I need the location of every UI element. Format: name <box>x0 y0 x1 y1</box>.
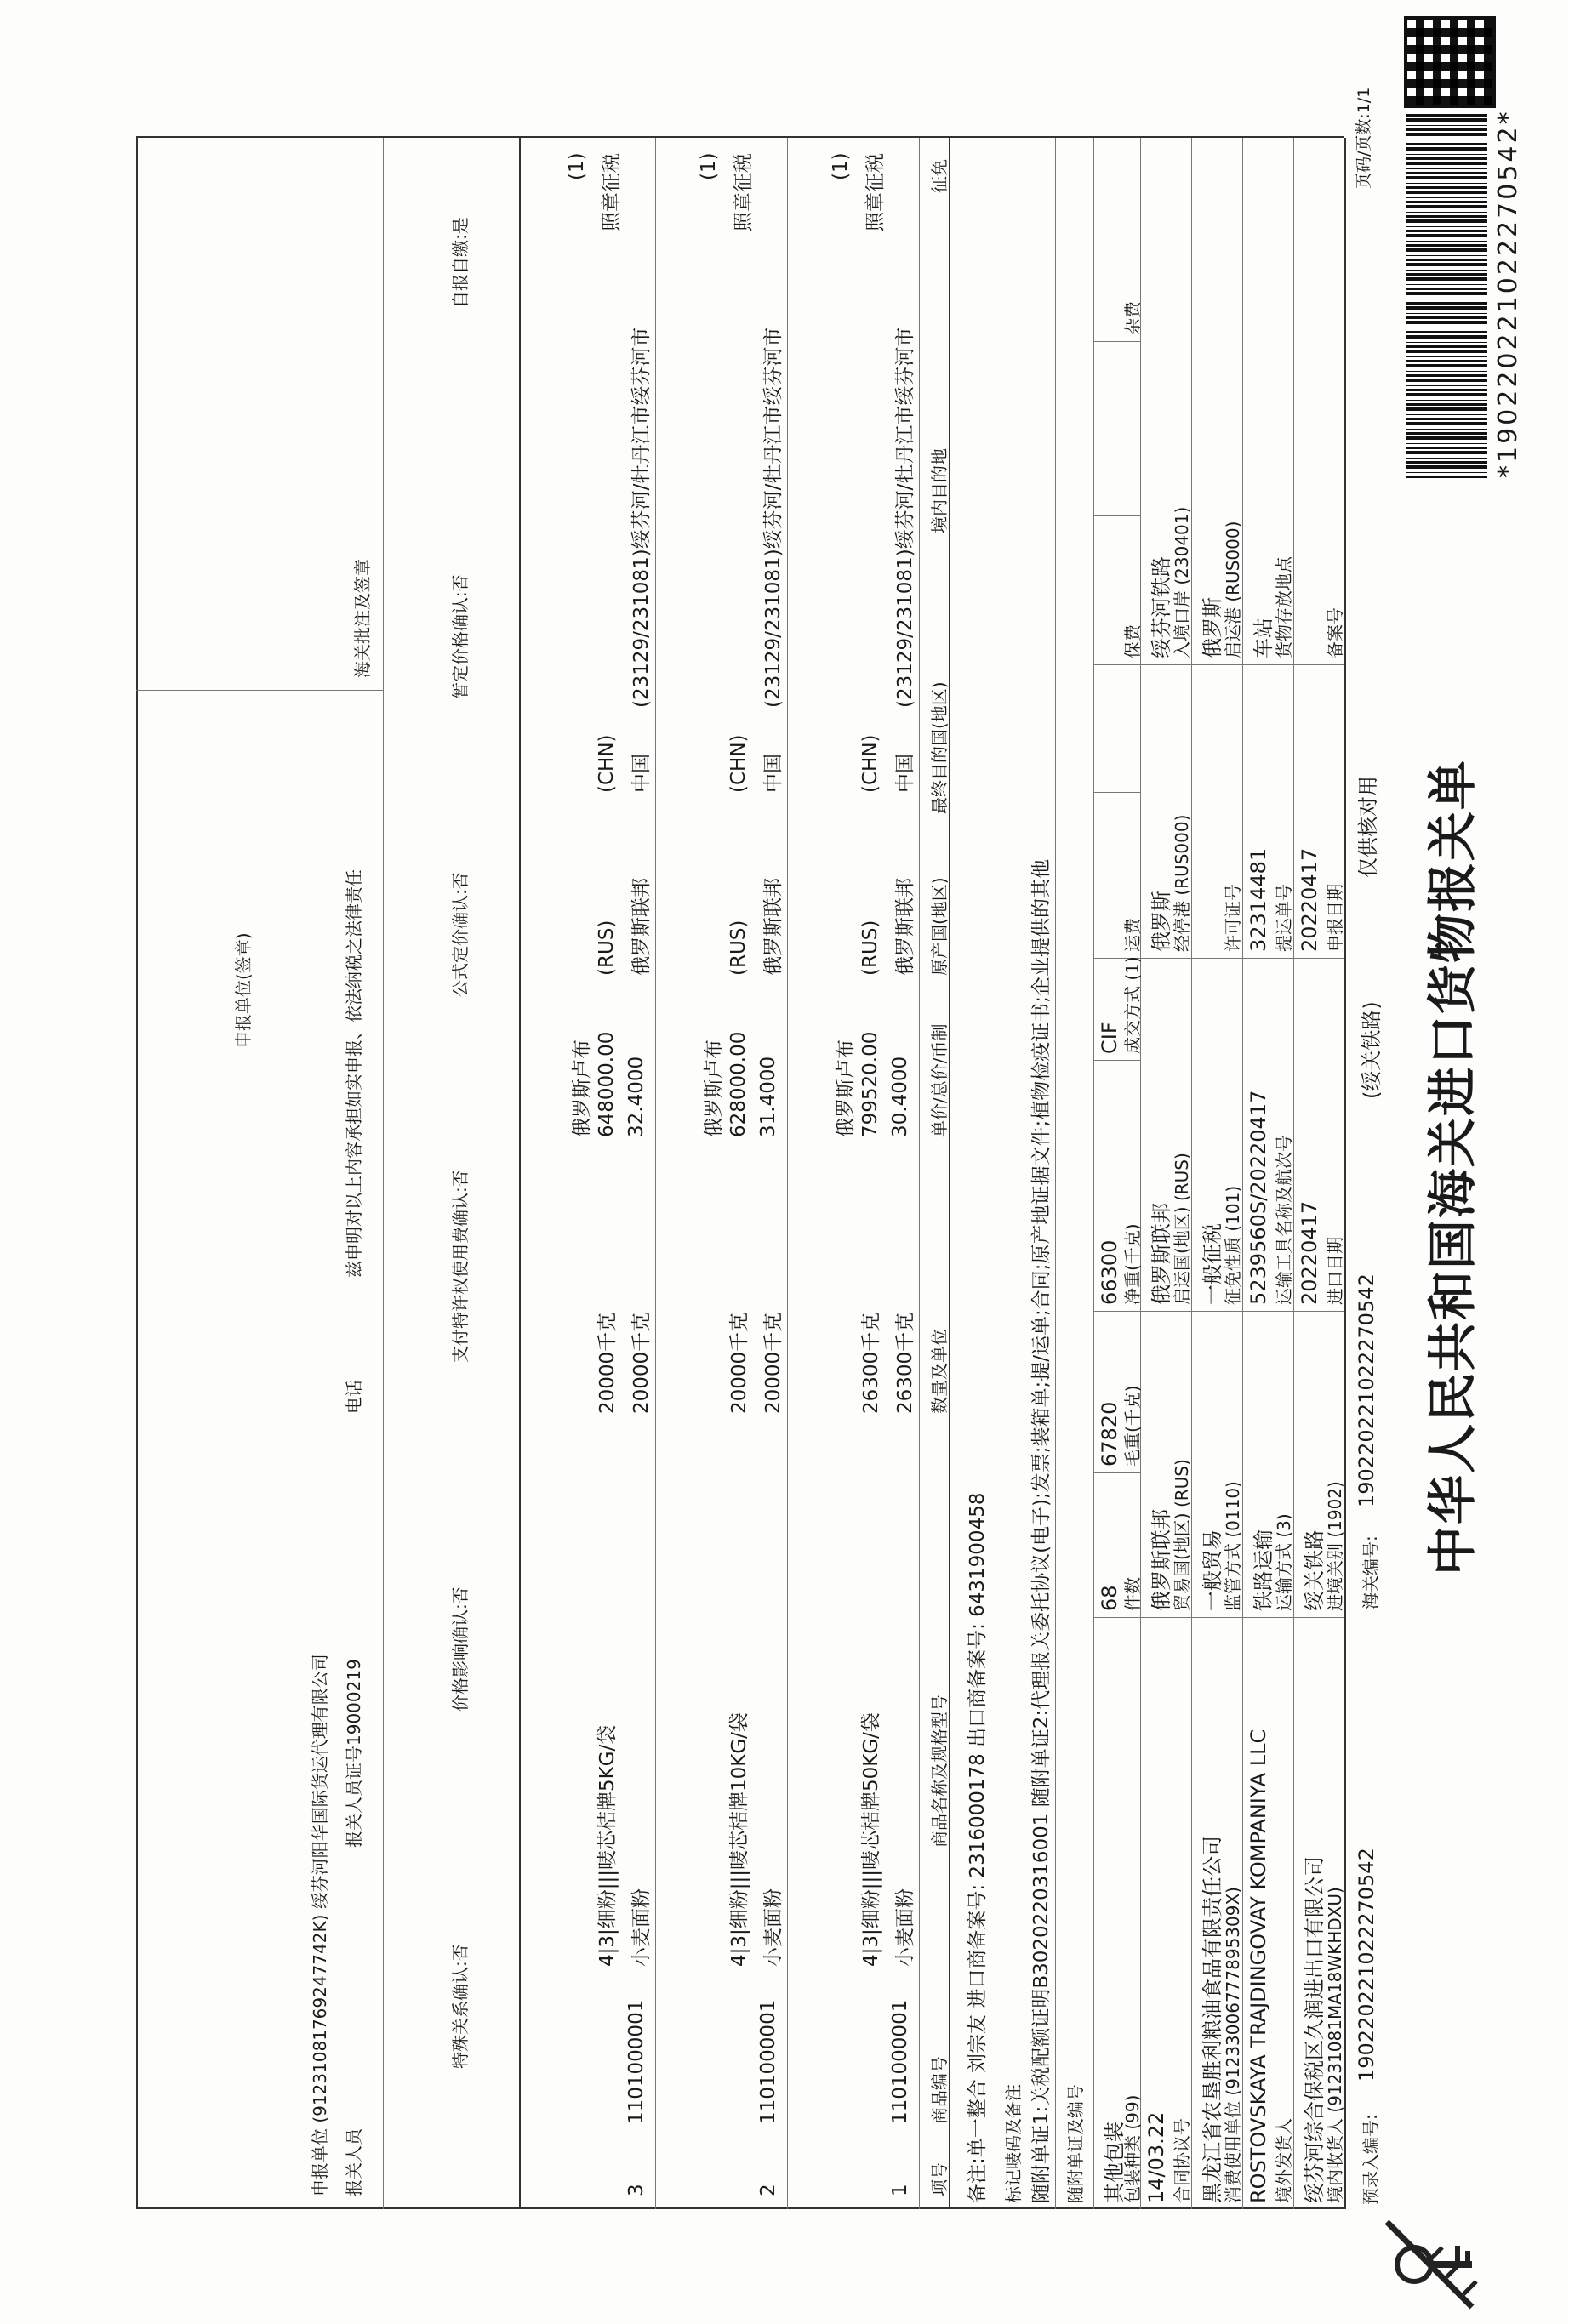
col-no-header: 项号 <box>929 2162 950 2196</box>
customs-office: (绥关铁路) <box>1360 1001 1384 1099</box>
goods-qty2: 26300千克 <box>860 1312 882 1414</box>
goods-price: 32.4000 <box>625 1056 648 1137</box>
special-relation-confirm: 特殊关系确认:否 <box>450 1944 471 2069</box>
goods-district: (23129/231081)绥芬河/牡丹江市绥芬河市 <box>894 327 916 708</box>
col-origin-header: 原产国(地区) <box>929 877 950 976</box>
barcode <box>1406 70 1487 478</box>
vehicle-value: 5239560S/20220417 <box>1247 1090 1270 1305</box>
preentry-label: 预录入编号: <box>1361 2114 1381 2205</box>
package-value: 其他包装 <box>1103 2122 1127 2203</box>
goods-dest: 中国 <box>762 754 784 793</box>
supervision-value: 一般贸易 <box>1201 1529 1224 1611</box>
shipper-value: ROSTOVSKAYA TRAJDINGOVAY KOMPANIYA LLC <box>1247 1729 1270 2203</box>
levy-nature-label: 征免性质 (101) <box>1223 1185 1243 1305</box>
col-levy-header: 征免 <box>929 159 950 193</box>
net-weight-value: 66300 <box>1098 1239 1121 1305</box>
origin-country-value: 俄罗斯联邦 <box>1150 1203 1173 1305</box>
contract-value: 14/03.22 <box>1144 2111 1168 2203</box>
customs-approval-label: 海关批注及签章 <box>352 559 373 678</box>
goods-currency: 俄罗斯卢布 <box>703 1040 725 1137</box>
import-date-value: 20220417 <box>1298 1200 1321 1305</box>
page-title: 中华人民共和国海关进口货物报关单 <box>1424 758 1481 1575</box>
goods-qty2: 20000千克 <box>728 1312 750 1414</box>
customs-number: 190220221022270542 <box>1355 1273 1378 1507</box>
user-unit-value: 黑龙江省农垦胜利粮油食品有限责任公司 <box>1201 1836 1224 2203</box>
contract-label: 合同协议号 <box>1172 2118 1192 2203</box>
royalty-confirm: 支付特许权使用费确认:否 <box>450 1170 471 1363</box>
customs-emblem-icon <box>1378 2213 1481 2315</box>
goods-qty: 26300千克 <box>894 1312 916 1414</box>
remarks-label: 标记唛码及备注 <box>1003 2084 1024 2203</box>
gross-weight-value: 67820 <box>1098 1401 1121 1467</box>
goods-code: 1101000001 <box>889 1999 911 2124</box>
package-label: 包装种类 (99) <box>1122 2094 1143 2203</box>
page-number: 页码/页数:1/1 <box>1355 87 1373 189</box>
goods-dest-code: (CHN) <box>596 734 618 793</box>
goods-levy: 照章征税 <box>601 153 623 231</box>
net-weight-label: 净重(千克) <box>1122 1223 1143 1305</box>
declare-date-label: 申报日期 <box>1325 884 1345 952</box>
declaring-unit: 申报单位 (91231081769247742K) 绥芬河阳华国际货运代理有限公司 <box>310 1654 330 2196</box>
goods-origin-code: (RUS) <box>727 920 750 976</box>
goods-levy: 照章征税 <box>733 153 755 231</box>
price-impact-confirm: 价格影响确认:否 <box>450 1586 471 1712</box>
trade-country-value: 俄罗斯联邦 <box>1150 1509 1173 1611</box>
preentry-number: 190220221022270542 <box>1355 1848 1378 2082</box>
insurance-label: 保费 <box>1122 624 1143 658</box>
remarks-value: 备注:单一整合 刘宗友 进口商备案号: 2316000178 出口商备案号: 6431900458 <box>967 1492 989 2203</box>
goods-total: 799520.00 <box>859 1031 881 1137</box>
misc-fee-label: 杂费 <box>1122 301 1143 335</box>
goods-spec: 4|3|细粉|||唛芯桔牌5KG/袋 <box>596 1724 619 1967</box>
departure-port-value: 俄罗斯 <box>1201 597 1224 658</box>
goods-name: 小麦面粉 <box>762 1888 784 1967</box>
consignee-label: 境内收货人 (91231081MA18WKHDXU) <box>1325 1887 1345 2203</box>
goods-dest-code: (CHN) <box>727 734 750 793</box>
phone-label: 电话 <box>344 1380 364 1414</box>
goods-dest: 中国 <box>630 754 653 793</box>
departure-port-label: 启运港 (RUS000) <box>1223 521 1243 658</box>
goods-levy: 照章征税 <box>864 153 887 231</box>
entry-customs-value: 绥关铁路 <box>1303 1529 1327 1611</box>
provisional-price-confirm: 暂定价格确认:否 <box>450 574 471 699</box>
goods-qty: 20000千克 <box>630 1312 653 1414</box>
declare-date-value: 20220417 <box>1298 847 1321 952</box>
frame-left-line <box>136 2207 1344 2209</box>
freight-label: 运费 <box>1122 918 1143 952</box>
goods-spec: 4|3|细粉|||唛芯桔牌10KG/袋 <box>728 1712 750 1967</box>
frame-bottom-line <box>136 138 138 2209</box>
docs-value: 随附单证1:关税配额证明B3020220316001 随附单证2:代理报关委托协议(电子);发票;装箱单;提/运单;合同;原产地证据文件;植物检疫证书;企业提供的其他 <box>1030 858 1053 2203</box>
terms-label: 成交方式 (1) <box>1122 956 1143 1054</box>
barcode-text: *190220221022270542* <box>1493 109 1523 478</box>
bill-of-lading-value: 32314481 <box>1247 847 1270 952</box>
goods-price: 30.4000 <box>889 1056 911 1137</box>
col-code-header: 商品编号 <box>929 2056 950 2124</box>
verify-note: 仅供核对用 <box>1356 776 1380 878</box>
goods-currency: 俄罗斯卢布 <box>571 1040 593 1137</box>
trade-country-label: 贸易国(地区) (RUS) <box>1172 1459 1192 1611</box>
goods-total: 648000.00 <box>596 1031 618 1137</box>
self-pay-confirm: 自报自缴:是 <box>450 217 471 308</box>
record-number-label: 备案号 <box>1325 607 1345 658</box>
goods-district: (23129/231081)绥芬河/牡丹江市绥芬河市 <box>762 327 784 708</box>
goods-name: 小麦面粉 <box>630 1888 653 1967</box>
storage-value: 车站 <box>1252 618 1275 658</box>
docs-label: 随附单证及编号 <box>1065 2084 1086 2203</box>
qr-code <box>1404 16 1496 108</box>
goods-currency: 俄罗斯卢布 <box>835 1040 857 1137</box>
goods-origin: 俄罗斯联邦 <box>894 878 916 976</box>
goods-origin-code: (RUS) <box>859 920 881 976</box>
col-district-header: 境内目的地 <box>929 448 950 533</box>
col-name-header: 商品名称及规格型号 <box>929 1695 950 1848</box>
goods-levy-code: (1) <box>566 152 588 180</box>
goods-name: 小麦面粉 <box>894 1888 916 1967</box>
entry-customs-label: 进境关别 (1902) <box>1325 1481 1345 1611</box>
user-unit-label: 消费使用单位 (91233006777895309X) <box>1223 1887 1243 2203</box>
declarant-cert: 报关人员证号19000219 <box>344 1659 364 1848</box>
import-date-label: 进口日期 <box>1325 1237 1345 1305</box>
goods-levy-code: (1) <box>698 152 720 180</box>
goods-origin: 俄罗斯联邦 <box>762 878 784 976</box>
transport-label: 运输方式 (3) <box>1274 1513 1294 1611</box>
terms-value: CIF <box>1098 1022 1121 1054</box>
shipper-label: 境外发货人 <box>1274 2118 1294 2203</box>
transit-port-value: 俄罗斯 <box>1150 891 1173 952</box>
goods-qty: 20000千克 <box>762 1312 784 1414</box>
goods-dest-code: (CHN) <box>859 734 881 793</box>
entry-port-label: 入境口岸 (230401) <box>1172 506 1192 658</box>
goods-code: 1101000001 <box>625 1999 648 2124</box>
transit-port-label: 经停港 (RUS000) <box>1172 814 1192 952</box>
license-label: 许可证号 <box>1223 884 1243 952</box>
goods-levy-code: (1) <box>830 152 852 180</box>
legal-statement: 兹申明对以上内容承担如实申报、依法纳税之法律责任 <box>344 869 364 1278</box>
transport-value: 铁路运输 <box>1252 1529 1275 1611</box>
origin-country-label: 启运国(地区) (RUS) <box>1172 1153 1192 1305</box>
formula-price-confirm: 公式定价确认:否 <box>450 872 471 997</box>
col-qty-header: 数量及单位 <box>929 1329 950 1414</box>
levy-nature-value: 一般征税 <box>1201 1223 1224 1305</box>
consignee-value: 绥芬河综合保税区久润进出口有限公司 <box>1303 1856 1327 2203</box>
goods-no: 3 <box>625 2184 648 2196</box>
goods-spec: 4|3|细粉|||唛芯桔牌50KG/袋 <box>860 1712 882 1967</box>
pieces-value: 68 <box>1098 1585 1121 1611</box>
col-price-header: 单价/总价/币制 <box>929 1023 950 1137</box>
entry-port-value: 绥芬河铁路 <box>1150 556 1173 658</box>
customs-number-label: 海关编号: <box>1361 1535 1381 1609</box>
goods-total: 628000.00 <box>727 1031 750 1137</box>
gross-weight-label: 毛重(千克) <box>1122 1385 1143 1467</box>
storage-label: 货物存放地点 <box>1274 556 1294 658</box>
declaring-unit-seal: 申报单位(签章) <box>233 932 254 1048</box>
bill-of-lading-label: 提运单号 <box>1274 884 1294 952</box>
goods-no: 1 <box>889 2184 911 2196</box>
goods-qty2: 20000千克 <box>596 1312 619 1414</box>
pieces-label: 件数 <box>1122 1577 1143 1611</box>
col-dest-header: 最终目的国(地区) <box>929 681 950 814</box>
vehicle-label: 运输工具名称及航次号 <box>1274 1135 1294 1305</box>
goods-code: 1101000001 <box>757 1999 779 2124</box>
goods-district: (23129/231081)绥芬河/牡丹江市绥芬河市 <box>630 327 653 708</box>
frame-right-line <box>136 136 1344 138</box>
goods-origin-code: (RUS) <box>596 920 618 976</box>
declarant-label: 报关人员 <box>344 2128 364 2196</box>
supervision-label: 监管方式 (0110) <box>1223 1481 1243 1611</box>
goods-origin: 俄罗斯联邦 <box>630 878 653 976</box>
goods-price: 31.4000 <box>757 1056 779 1137</box>
goods-no: 2 <box>757 2184 779 2196</box>
goods-dest: 中国 <box>894 754 916 793</box>
